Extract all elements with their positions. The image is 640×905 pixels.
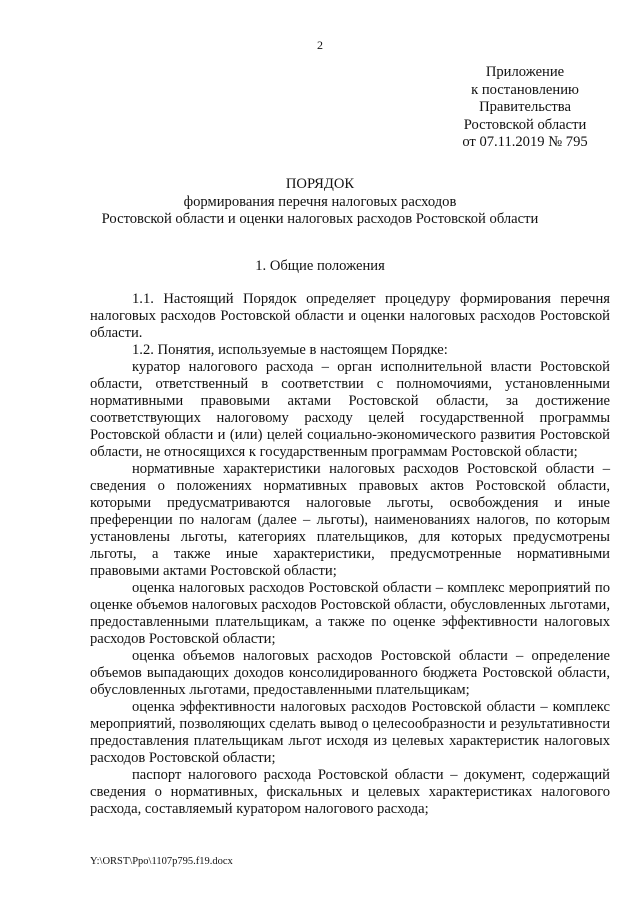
paragraph: нормативные характеристики налоговых расходов Ростовской области – сведения о положениях нормативных правовых актов Ростовской области, которыми предусматриваются налоговые льготы, освобождения и иные преференции по налогам (далее – льготы), наименованиях налогов, по которым установлены льготы, категориях плательщиков, для которых предусмотрены льготы, а также иные характеристики, предусмотренные нормативными правовыми актами Ростовской области; (90, 461, 610, 579)
appendix-line: Ростовской области (463, 116, 587, 133)
title-heading: ПОРЯДОК (285, 176, 355, 192)
appendix-block (445, 64, 605, 152)
document-title (0, 176, 640, 229)
title-subtitle-line: Ростовской области и оценки налоговых расходов Ростовской области (101, 211, 539, 228)
body-text (90, 291, 610, 818)
paragraph: оценка налоговых расходов Ростовской области – комплекс мероприятий по оценке объемов налоговых расходов Ростовской области, обусловленных льготами, предоставленными плательщикам, а также по оценке эффективности налоговых расходов Ростовской области; (90, 580, 610, 647)
paragraph: куратор налогового расхода – орган исполнительной власти Ростовской области, ответственный в соответствии с полномочиями, установленными нормативными правовыми актами Ростовской области, за достижение соответствующих налоговому расходу целей государственной программы Ростовской области и (или) целей социально-экономического развития Ростовской области, не относящихся к государственным программам Ростовской области; (90, 359, 610, 460)
paragraph: паспорт налогового расхода Ростовской области – документ, содержащий сведения о нормативных, фискальных и целевых характеристиках налогового расхода, составляемый куратором налогового расхода; (90, 767, 610, 817)
appendix-line: к постановлению (471, 81, 579, 98)
paragraph: оценка эффективности налоговых расходов Ростовской области – комплекс мероприятий, позволяющих сделать вывод о целесообразности и результативности предоставления плательщикам льгот исходя из целевых характеристик налоговых расходов Ростовской области; (90, 699, 610, 766)
file-path-footer: Y:\ORST\Ppo\1107p795.f19.docx (90, 856, 233, 867)
title-subtitle-line: формирования перечня налоговых расходов (183, 193, 457, 210)
paragraph: 1.1. Настоящий Порядок определяет процедуру формирования перечня налоговых расходов Ростовской области и оценки налоговых расходов Ростовской области. (90, 291, 610, 341)
page-number: 2 (317, 38, 323, 52)
paragraph: 1.2. Понятия, используемые в настоящем Порядке: (132, 342, 448, 358)
paragraph: оценка объемов налоговых расходов Ростовской области – определение объемов выпадающих доходов консолидированного бюджета Ростовской области, обусловленных льготами, предоставленными плательщикам; (90, 648, 610, 698)
section-heading: 1. Общие положения (255, 258, 385, 274)
appendix-line: Правительства (479, 99, 571, 116)
appendix-line: Приложение (485, 64, 565, 80)
appendix-line: от 07.11.2019 № 795 (462, 134, 588, 151)
